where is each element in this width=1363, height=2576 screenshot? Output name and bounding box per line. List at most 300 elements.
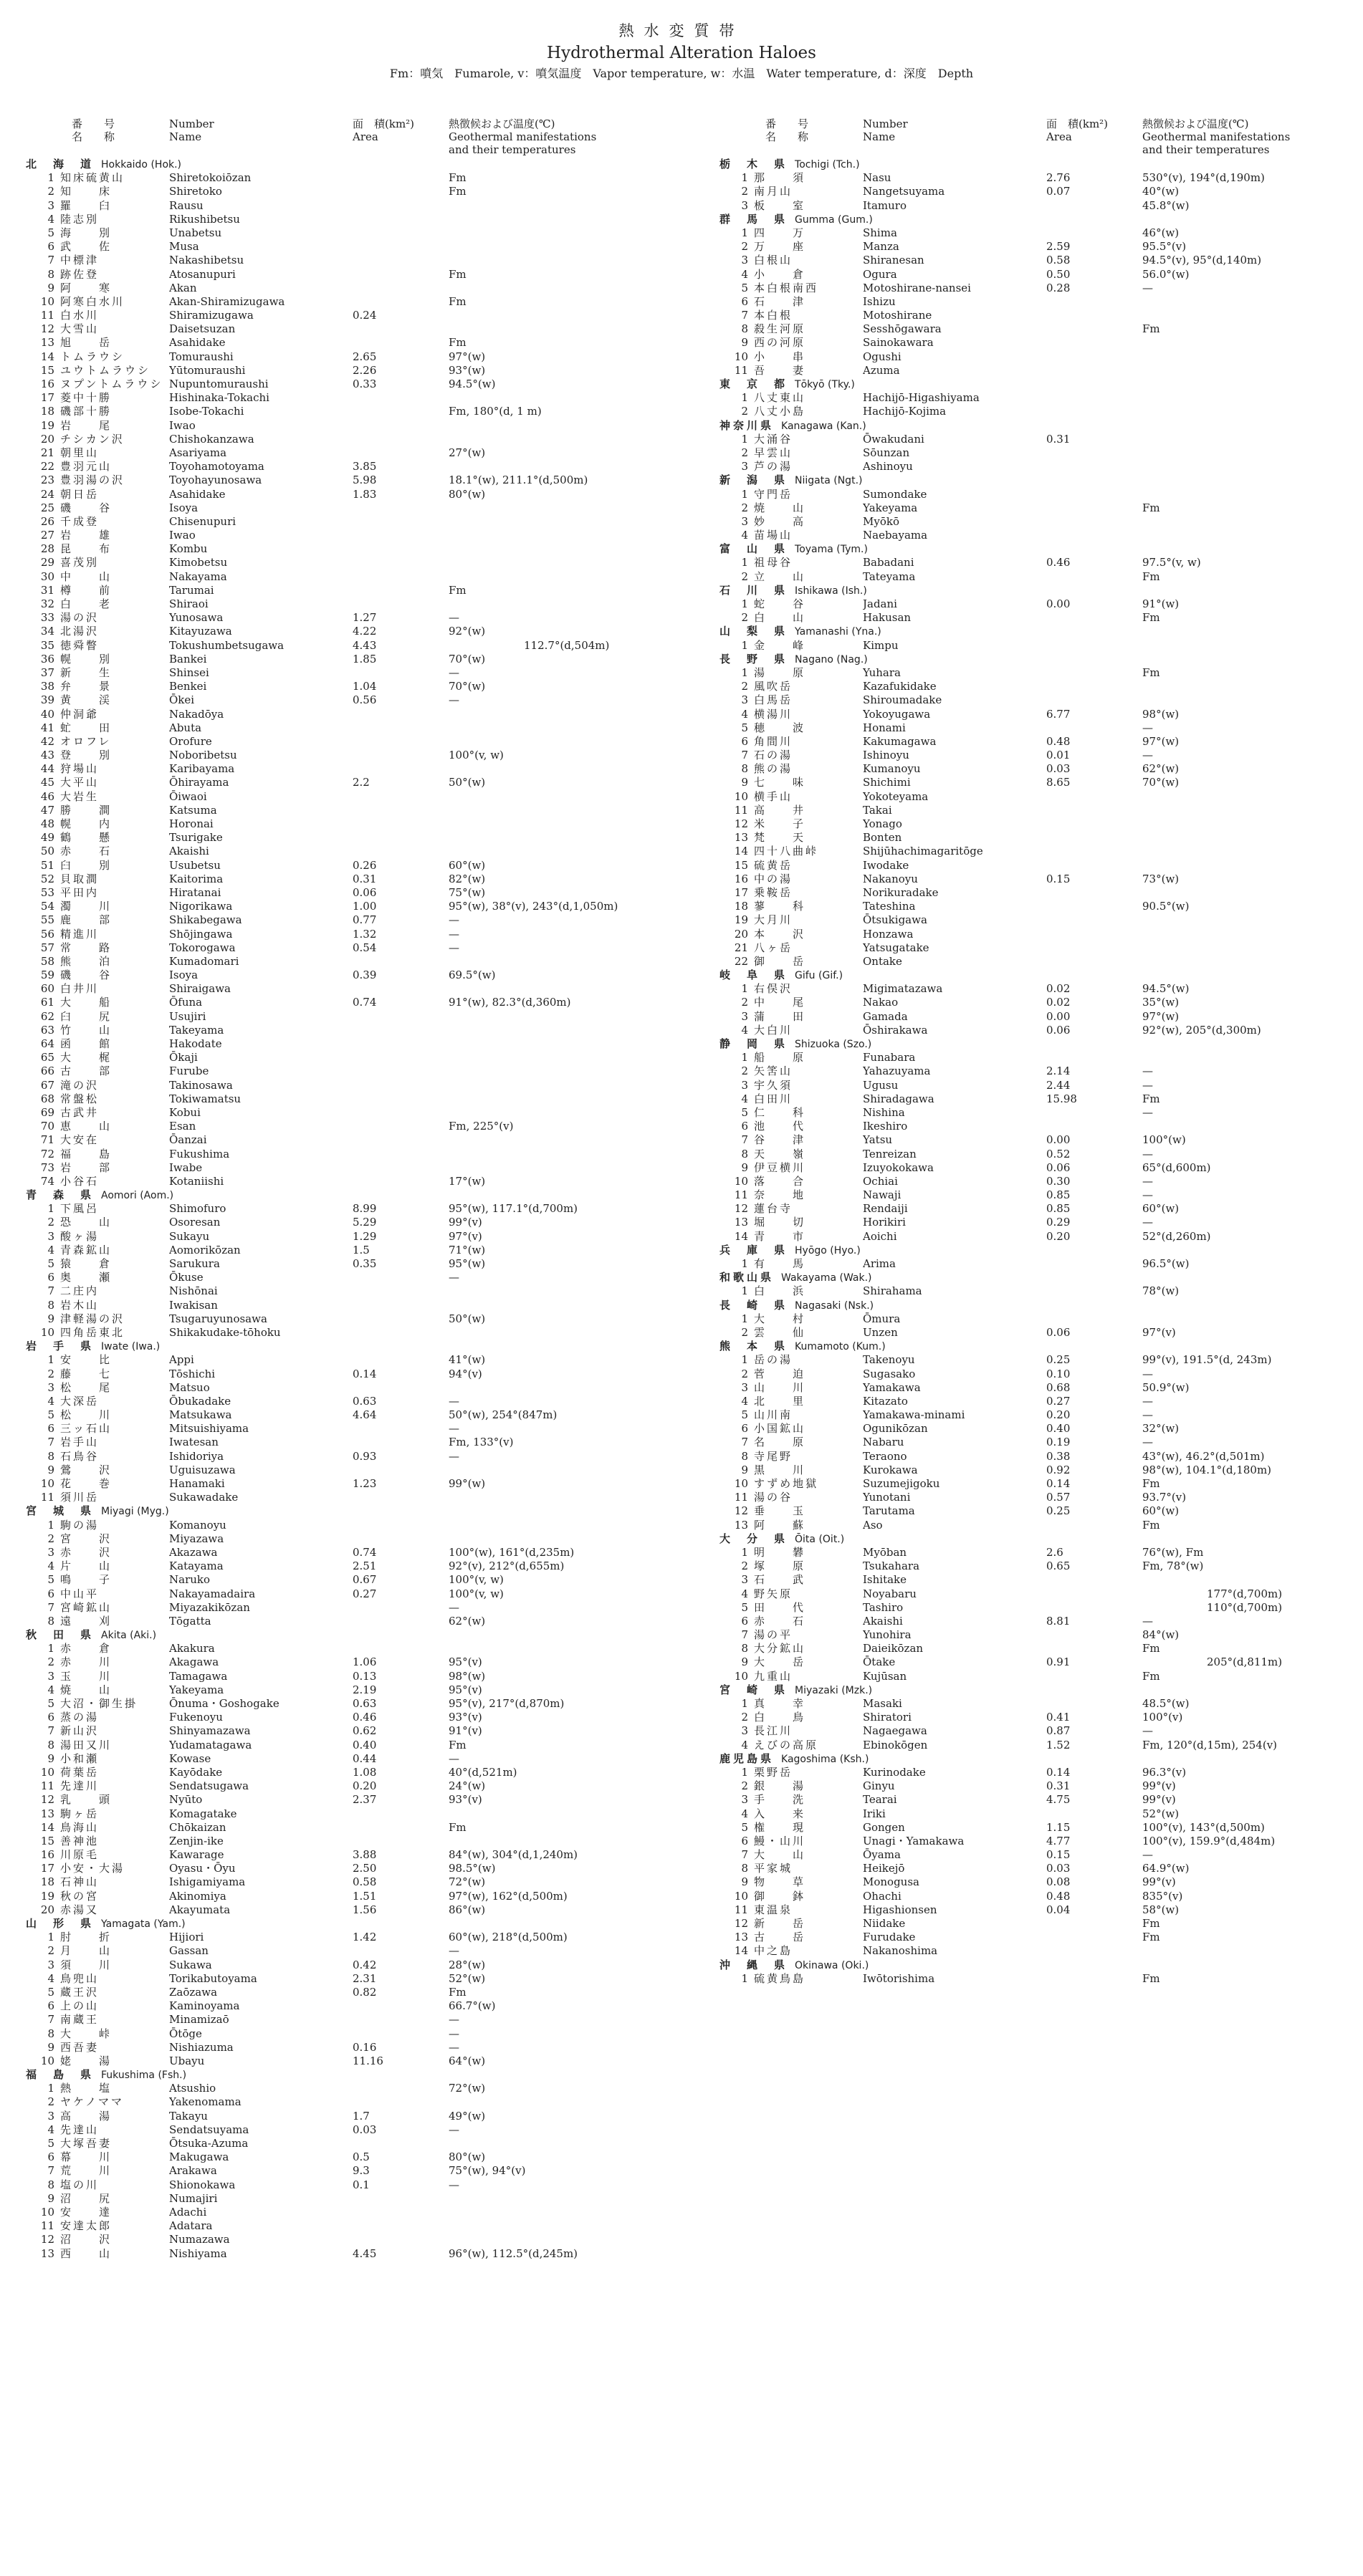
site-area: 0.82: [353, 1985, 377, 1999]
site-manifestations: —: [449, 693, 459, 707]
site-name-ja: 大 峠: [60, 2027, 113, 2040]
table-row: [719, 1175, 1363, 1188]
site-name-en: Yakenomama: [169, 2095, 241, 2109]
site-area: 2.37: [353, 1793, 377, 1807]
table-row: [719, 254, 1363, 267]
site-manifestations: 70°(w): [449, 652, 486, 665]
site-name-ja: 肘 折: [60, 1931, 113, 1944]
site-name-en: Yamakawa-minami: [863, 1408, 965, 1422]
site-area: 0.07: [1046, 185, 1071, 198]
site-number: 9: [47, 1312, 54, 1325]
site-name-ja: 宮 沢: [60, 1532, 113, 1545]
site-number: 9: [47, 1463, 54, 1476]
table-row: [26, 1807, 671, 1821]
table-row: [719, 1312, 1363, 1326]
site-name-ja: 沼 沢: [60, 2233, 113, 2246]
site-name-en: Kimpu: [863, 638, 899, 652]
site-manifestations: 50°(w): [449, 1312, 486, 1325]
site-number: 14: [40, 350, 54, 363]
site-area: 0.1: [353, 2178, 370, 2191]
site-number: 50: [40, 845, 54, 858]
site-area: 0.35: [353, 1257, 377, 1270]
header-area: 面 積(km²) Area: [1046, 117, 1109, 143]
site-name-ja: 磯 谷: [60, 969, 113, 982]
site-name-en: Monogusa: [863, 1875, 919, 1889]
table-row: [26, 955, 671, 969]
table-row: [26, 913, 671, 927]
table-row: [26, 2233, 671, 2246]
site-name-en: Ikeshiro: [863, 1120, 908, 1133]
site-number: 13: [40, 1807, 54, 1820]
site-name-en: Tenreizan: [863, 1147, 917, 1160]
site-name-ja: 臼 別: [60, 858, 113, 872]
site-number: 2: [47, 1532, 54, 1545]
table-row: [719, 282, 1363, 295]
site-name-ja: 大白川: [754, 1023, 793, 1037]
site-area: 0.20: [1046, 1408, 1071, 1422]
site-area: 1.5: [353, 1243, 370, 1256]
site-number: 5: [741, 1105, 748, 1119]
site-name-en: Tokiwamatsu: [169, 1092, 241, 1105]
prefecture-name-ja: 石 川 県: [719, 583, 788, 597]
site-number: 65: [40, 1051, 54, 1064]
site-number: 2: [741, 996, 748, 1009]
site-area: 0.92: [1046, 1463, 1071, 1476]
table-row: [26, 1821, 671, 1835]
table-row: [719, 776, 1363, 789]
prefecture-name-ja: 宮 崎 県: [719, 1683, 788, 1696]
site-name-en: Iriki: [863, 1807, 886, 1820]
table-row: [26, 1148, 671, 1161]
site-area: 1.83: [353, 487, 377, 501]
table-row: [26, 1464, 671, 1477]
prefecture-heading: [26, 158, 671, 171]
site-name-en: Unabetsu: [169, 226, 222, 239]
site-name-en: Gongen: [863, 1820, 905, 1834]
site-name-en: Takenoyu: [863, 1353, 915, 1367]
site-name-en: Kumadomari: [169, 954, 239, 968]
site-name-ja: 沼 尻: [60, 2191, 113, 2205]
site-name-en: Takai: [863, 803, 892, 817]
site-area: 0.67: [353, 1573, 377, 1587]
table-row: [719, 1148, 1363, 1161]
table-row: [26, 1724, 671, 1738]
site-name-en: Nawaji: [863, 1188, 902, 1202]
site-name-ja: 早雲山: [754, 446, 793, 459]
site-name-en: Miyazawa: [169, 1532, 224, 1545]
site-manifestations: —: [449, 1944, 459, 1958]
site-manifestations: 62°(w): [449, 1614, 486, 1628]
site-name-ja: 蛇 谷: [754, 597, 806, 610]
site-number: 2: [741, 1711, 748, 1724]
site-number: 1: [741, 638, 748, 652]
site-number: 5: [741, 1600, 748, 1614]
table-row: [719, 1546, 1363, 1559]
site-area: 3.88: [353, 1848, 377, 1862]
site-area: 0.31: [353, 872, 377, 885]
site-manifestations: —: [1142, 1105, 1153, 1119]
site-name-en: Ōbukadake: [169, 1394, 231, 1408]
site-manifestations: 97°(w): [1142, 734, 1180, 748]
prefecture-name-en: Iwate (Iwa.): [101, 1341, 161, 1353]
site-name-ja: 白根山: [754, 254, 793, 267]
prefecture-name-ja: 福 島 県: [26, 2068, 95, 2082]
prefecture-name-ja: 岩 手 県: [26, 1340, 95, 1353]
site-number: 3: [741, 198, 748, 212]
site-name-ja: 豊羽湯の沢: [60, 474, 125, 487]
site-number: 71: [40, 1133, 54, 1147]
site-name-en: Furudake: [863, 1931, 916, 1944]
prefecture-name-en: Fukushima (Fsh.): [101, 2070, 187, 2082]
prefecture-name-ja: 静 岡 県: [719, 1037, 788, 1050]
site-number: 9: [47, 281, 54, 294]
table-row: [719, 1395, 1363, 1408]
site-name-ja: 津軽湯の沢: [60, 1312, 125, 1325]
table-row: [719, 1120, 1363, 1133]
site-number: 66: [40, 1064, 54, 1078]
site-name-en: Akaishi: [863, 1614, 903, 1628]
site-number: 2: [47, 1367, 54, 1380]
site-area: 8.81: [1046, 1614, 1071, 1628]
site-name-ja: ヌプントムラウシ: [60, 378, 163, 390]
site-name-ja: 湯 原: [754, 665, 806, 679]
site-name-ja: 古 部: [60, 1064, 113, 1078]
site-area: 8.99: [353, 1202, 377, 1216]
prefecture-name-ja: 神奈川県: [719, 418, 775, 432]
site-name-ja: 大月川: [754, 913, 793, 927]
site-number: 4: [47, 1394, 54, 1408]
site-manifestations: 65°(d,600m): [1142, 1160, 1211, 1174]
site-name-en: Kimobetsu: [169, 556, 228, 569]
site-name-ja: 片 山: [60, 1559, 113, 1573]
table-row: [719, 1408, 1363, 1422]
site-name-en: Iwatesan: [169, 1436, 219, 1449]
table-row: [719, 1655, 1363, 1669]
site-number: 5: [47, 226, 54, 239]
prefecture-name-en: Tochigi (Tch.): [795, 159, 860, 170]
site-manifestations: 64.9°(w): [1142, 1862, 1190, 1875]
site-name-en: Toyohamotoyama: [169, 460, 264, 474]
site-number: 6: [741, 1120, 748, 1133]
table-row: [719, 708, 1363, 721]
site-name-ja: 万 座: [754, 240, 806, 254]
title-japanese: 熱水変質帯: [618, 22, 745, 39]
site-number: 11: [734, 803, 748, 817]
site-name-en: Tarutama: [863, 1504, 915, 1518]
table-row: [26, 1368, 671, 1381]
site-name-ja: 岩木山: [60, 1298, 100, 1312]
site-name-ja: 小 倉: [754, 267, 806, 281]
site-name-ja: 貝取澗: [60, 872, 100, 885]
site-name-ja: 小和瀬: [60, 1751, 100, 1765]
site-manifestations: 94°(v): [449, 1367, 482, 1380]
table-row: [26, 2054, 671, 2068]
site-number: 21: [40, 446, 54, 459]
table-row: [26, 708, 671, 721]
site-number: 1: [741, 432, 748, 446]
site-area: 0.00: [1046, 1009, 1071, 1023]
site-name-ja: 北湯沢: [60, 625, 100, 638]
header-number-name-en: Number Name: [169, 117, 214, 143]
site-number: 9: [47, 1751, 54, 1765]
site-name-ja: 小国鉱山: [754, 1422, 806, 1436]
site-name-en: Matsukawa: [169, 1408, 232, 1422]
site-manifestations: 32°(w): [1142, 1422, 1180, 1436]
prefecture-name-ja: 新 潟 県: [719, 474, 788, 487]
site-manifestations: Fm: [1142, 1669, 1160, 1683]
table-row: [719, 1436, 1363, 1449]
site-name-en: Ebinokōgen: [863, 1738, 928, 1751]
prefecture-heading: [719, 1752, 1363, 1766]
table-row: [26, 1010, 671, 1024]
site-manifestations: 40°(d,521m): [449, 1765, 517, 1779]
site-name-ja: 鳴 子: [60, 1573, 113, 1587]
site-name-en: Teraono: [863, 1449, 907, 1463]
site-area: 2.51: [353, 1559, 377, 1573]
site-name-en: Shikakudake-tōhoku: [169, 1325, 281, 1339]
site-number: 8: [741, 1147, 748, 1160]
table-row: [26, 1064, 671, 1078]
prefecture-heading: [719, 213, 1363, 226]
site-name-en: Nishiazuma: [169, 2040, 234, 2054]
site-number: 6: [741, 294, 748, 308]
prefecture-heading: [719, 1271, 1363, 1284]
site-name-en: Esan: [169, 1120, 196, 1133]
table-row: [26, 941, 671, 955]
site-name-ja: 殺生河原: [754, 322, 806, 336]
table-row: [26, 268, 671, 282]
site-area: 1.15: [1046, 1820, 1071, 1834]
site-manifestations: 100°(v, w): [449, 1573, 504, 1587]
site-name-ja: 中 山: [60, 569, 113, 583]
site-name-ja: 岩 尾: [60, 418, 113, 432]
prefecture-name-ja: 山 梨 県: [719, 625, 788, 638]
site-name-en: Usubetsu: [169, 858, 221, 872]
left-column: [26, 113, 671, 2261]
site-number: 39: [40, 693, 54, 707]
site-name-ja: 平家城: [754, 1862, 793, 1875]
prefecture-name-ja: 群 馬 県: [719, 212, 788, 226]
site-number: 2: [741, 611, 748, 625]
table-row: [719, 1559, 1363, 1573]
site-name-en: Yokoyugawa: [863, 707, 931, 721]
site-name-en: Takayu: [169, 2109, 208, 2123]
table-row: [26, 295, 671, 309]
prefecture-name-en: Aomori (Aom.): [101, 1190, 174, 1202]
site-name-ja: 赤 石: [754, 1614, 806, 1628]
site-manifestations: —: [1142, 1408, 1153, 1422]
site-manifestations: —: [1142, 1188, 1153, 1202]
table-row: [719, 501, 1363, 515]
site-number: 8: [741, 762, 748, 776]
site-number: 44: [40, 762, 54, 776]
site-number: 2: [741, 1367, 748, 1380]
site-area: 0.54: [353, 941, 377, 954]
site-manifestations: 95°(v): [449, 1683, 482, 1696]
site-manifestations: —: [449, 2013, 459, 2027]
site-name-ja: 赤 石: [60, 845, 113, 858]
table-row: [719, 1628, 1363, 1642]
site-name-ja: 赤 倉: [60, 1642, 113, 1655]
site-number: 3: [47, 1229, 54, 1243]
site-area: 0.40: [1046, 1422, 1071, 1436]
site-name-ja: 鶯 沢: [60, 1463, 113, 1476]
site-name-ja: 駒ヶ岳: [60, 1807, 100, 1820]
table-row: [719, 391, 1363, 405]
site-name-ja: 臼 尻: [60, 1009, 113, 1023]
table-row: [719, 240, 1363, 254]
site-number: 5: [47, 1697, 54, 1710]
site-name-en: Bankei: [169, 652, 207, 665]
site-name-ja: 金 峰: [754, 638, 806, 652]
site-number: 6: [47, 1711, 54, 1724]
site-manifestations: 99°(v): [1142, 1793, 1176, 1807]
site-name-en: Ōkaji: [169, 1051, 198, 1064]
table-row: [26, 1835, 671, 1848]
site-area: 0.39: [353, 969, 377, 982]
site-name-ja: 先達山: [60, 2123, 100, 2136]
site-name-en: Atosanupuri: [169, 267, 236, 281]
site-manifestations: 110°(d,700m): [1142, 1600, 1283, 1614]
table-row: [719, 1106, 1363, 1120]
table-row: [719, 350, 1363, 364]
site-manifestations: —: [1142, 1216, 1153, 1229]
site-manifestations: 98°(w): [1142, 707, 1180, 721]
site-area: 0.27: [1046, 1394, 1071, 1408]
site-manifestations: 100°(w), 161°(d,235m): [449, 1545, 575, 1559]
table-row: [719, 1642, 1363, 1655]
site-name-en: Shiraigawa: [169, 982, 231, 996]
site-name-en: Kowase: [169, 1751, 211, 1765]
prefecture-name-ja: 熊 本 県: [719, 1340, 788, 1353]
site-manifestations: 40°(w): [1142, 185, 1180, 198]
site-manifestations: 60°(w), 218°(d,500m): [449, 1931, 568, 1944]
site-name-en: Ogura: [863, 267, 897, 281]
site-name-en: Shikabegawa: [169, 913, 242, 927]
site-number: 16: [40, 378, 54, 390]
prefecture-name-ja: 岐 阜 県: [719, 969, 788, 982]
table-row: [719, 955, 1363, 969]
site-name-ja: 焼 山: [60, 1683, 113, 1696]
table-row: [26, 1697, 671, 1711]
site-name-en: Sarukura: [169, 1257, 220, 1270]
site-name-ja: 函 館: [60, 1037, 113, 1050]
site-name-en: Aoichi: [863, 1229, 897, 1243]
site-name-en: Yakeyama: [169, 1683, 224, 1696]
site-number: 2: [47, 1944, 54, 1958]
table-row: [719, 309, 1363, 322]
table-row: [26, 1972, 671, 1986]
site-name-ja: 岩 雄: [60, 529, 113, 542]
site-number: 13: [734, 1216, 748, 1229]
site-name-en: Shiroumadake: [863, 693, 942, 707]
table-row: [719, 1848, 1363, 1862]
site-number: 7: [741, 1436, 748, 1449]
site-manifestations: —: [449, 1751, 459, 1765]
site-manifestations: 66.7°(w): [449, 1999, 496, 2013]
site-number: 41: [40, 721, 54, 734]
site-number: 70: [40, 1120, 54, 1133]
site-name-ja: 青森鉱山: [60, 1243, 113, 1256]
site-area: 1.32: [353, 927, 377, 941]
site-area: 15.98: [1046, 1092, 1077, 1105]
site-area: 2.19: [353, 1683, 377, 1696]
site-number: 7: [741, 1628, 748, 1642]
site-area: 1.00: [353, 900, 377, 913]
table-row: [26, 542, 671, 556]
site-area: 0.91: [1046, 1655, 1071, 1669]
site-name-en: Jadani: [863, 597, 897, 610]
site-name-ja: 遠 刈: [60, 1614, 113, 1628]
table-row: [719, 295, 1363, 309]
site-name-en: Shiramizugawa: [169, 309, 254, 322]
site-area: 0.06: [1046, 1160, 1071, 1174]
site-name-ja: 乳 頭: [60, 1793, 113, 1807]
site-manifestations: —: [1142, 1848, 1153, 1862]
site-number: 9: [741, 776, 748, 789]
site-name-ja: 堀 切: [754, 1216, 806, 1229]
site-name-ja: 常 路: [60, 941, 113, 954]
site-area: 0.74: [353, 1545, 377, 1559]
site-number: 11: [734, 1491, 748, 1504]
site-number: 21: [734, 941, 748, 954]
table-row: [26, 1615, 671, 1628]
table-row: [26, 570, 671, 584]
site-name-en: Fukenoyu: [169, 1711, 223, 1724]
site-manifestations: 70°(w): [1142, 776, 1180, 789]
site-area: 1.56: [353, 1903, 377, 1916]
table-row: [26, 2206, 671, 2219]
site-area: 0.02: [1046, 996, 1071, 1009]
site-name-en: Gamada: [863, 1009, 908, 1023]
table-row: [719, 1010, 1363, 1024]
site-name-ja: 善神池: [60, 1834, 100, 1847]
site-number: 1: [741, 597, 748, 610]
site-name-en: Ishizu: [863, 294, 896, 308]
prefecture-name-ja: 沖 縄 県: [719, 1958, 788, 1971]
table-row: [719, 900, 1363, 913]
site-name-ja: 岩 部: [60, 1160, 113, 1174]
prefecture-name-en: Miyazaki (Mzk.): [795, 1684, 873, 1696]
table-row: [26, 1450, 671, 1464]
site-name-ja: 磯 谷: [60, 501, 113, 514]
site-number: 10: [734, 1669, 748, 1683]
table-row: [26, 501, 671, 515]
site-name-en: Ōhirayama: [169, 776, 229, 789]
site-name-en: Sukawa: [169, 1958, 212, 1971]
site-name-en: Akakura: [169, 1642, 215, 1655]
site-name-en: Rikushibetsu: [169, 212, 240, 226]
table-row: [26, 1491, 671, 1504]
site-area: 4.43: [353, 638, 377, 652]
site-number: 3: [47, 1380, 54, 1394]
site-name-ja: 湯の谷: [754, 1491, 793, 1504]
site-name-ja: 鰻・山川: [754, 1834, 806, 1847]
site-name-en: Adachi: [169, 2205, 207, 2219]
site-area: 0.03: [1046, 1862, 1071, 1875]
prefecture-heading: [26, 1188, 671, 1202]
site-name-ja: 石 津: [754, 294, 806, 308]
site-area: 0.15: [1046, 872, 1071, 885]
site-name-en: Yūtomuraushi: [169, 363, 246, 377]
site-area: 0.00: [1046, 1133, 1071, 1147]
site-name-ja: 旭 岳: [60, 336, 113, 350]
site-number: 1: [741, 1257, 748, 1270]
site-number: 69: [40, 1105, 54, 1119]
site-name-en: Unagi・Yamakawa: [863, 1834, 965, 1847]
site-manifestations: 205°(d,811m): [1142, 1655, 1283, 1669]
site-manifestations: 52°(w): [1142, 1807, 1180, 1820]
